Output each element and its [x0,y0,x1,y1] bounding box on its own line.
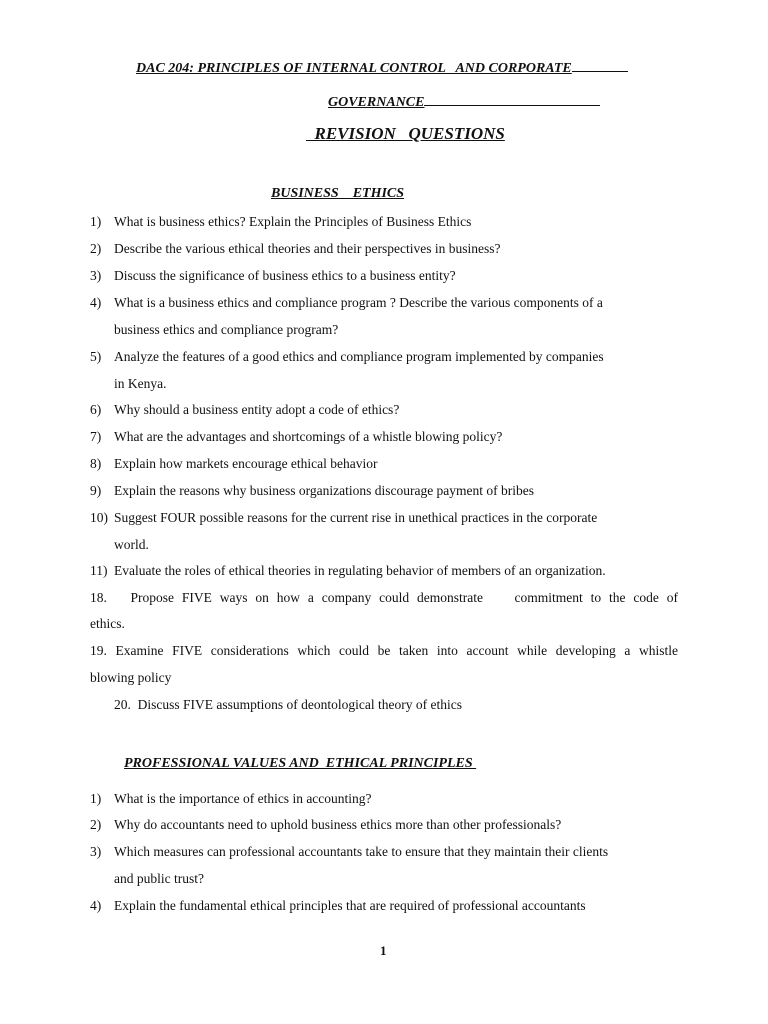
item-text: What is the importance of ethics in accounting? [114,791,372,806]
list-item-continuation: in Kenya. [114,376,167,391]
item-number: 5) [90,349,102,364]
list-item: 19. Examine FIVE considerations which could be taken into account while developing a whistle [90,643,678,658]
item-text: Suggest FOUR possible reasons for the current rise in unethical practices in the corporate [114,510,598,525]
section-heading-business-ethics: BUSINESS ETHICS [271,186,405,201]
item-number: 8) [90,456,102,471]
page-number: 1 [380,943,387,958]
list-item-continuation: blowing policy [90,670,172,685]
item-number: 1) [90,214,102,229]
item-text: Describe the various ethical theories and their perspectives in business? [114,241,501,256]
item-number: 6) [90,402,102,417]
item-text: What is business ethics? Explain the Principles of Business Ethics [114,214,472,229]
item-number: 2) [90,817,102,832]
item-number: 7) [90,429,102,444]
list-item: 18. Propose FIVE ways on how a company could demonstrate commitment to the code of [90,590,678,605]
item-text: Which measures can professional accountants take to ensure that they maintain their clients [114,844,609,859]
item-number: 11) [90,563,108,578]
list-item: 20. Discuss FIVE assumptions of deontological theory of ethics [114,697,462,712]
item-number: 10) [90,510,108,525]
item-text: What are the advantages and shortcomings of a whistle blowing policy? [114,429,503,444]
item-number: 3) [90,844,102,859]
document-subtitle: REVISION QUESTIONS [314,124,505,143]
document-title-line2: GOVERNANCE [328,91,600,111]
item-text: Evaluate the roles of ethical theories in regulating behavior of members of an organization. [114,563,606,578]
item-text: Discuss the significance of business ethics to a business entity? [114,268,456,283]
item-number: 9) [90,483,102,498]
item-text: Explain the fundamental ethical principles that are required of professional accountants [114,898,586,913]
list-item-continuation: and public trust? [114,871,204,886]
item-number: 3) [90,268,102,283]
item-text: Explain how markets encourage ethical behavior [114,456,378,471]
list-item-continuation: business ethics and compliance program? [114,322,339,337]
item-number: 4) [90,898,102,913]
list-item-continuation: ethics. [90,616,125,631]
item-text: Why do accountants need to uphold business ethics more than other professionals? [114,817,562,832]
item-text: What is a business ethics and compliance program ? Describe the various components of a [114,295,603,310]
item-number: 4) [90,295,102,310]
item-text: Analyze the features of a good ethics and compliance program implemented by companies [114,349,604,364]
item-number: 1) [90,791,102,806]
document-title-line1: DAC 204: PRINCIPLES OF INTERNAL CONTROL AND CORPORATE [136,57,628,77]
list-item-continuation: world. [114,537,149,552]
section-heading-professional-values: PROFESSIONAL VALUES AND ETHICAL PRINCIPLES [124,756,477,771]
item-text: Explain the reasons why business organizations discourage payment of bribes [114,483,535,498]
item-text: Why should a business entity adopt a code of ethics? [114,402,400,417]
item-number: 2) [90,241,102,256]
